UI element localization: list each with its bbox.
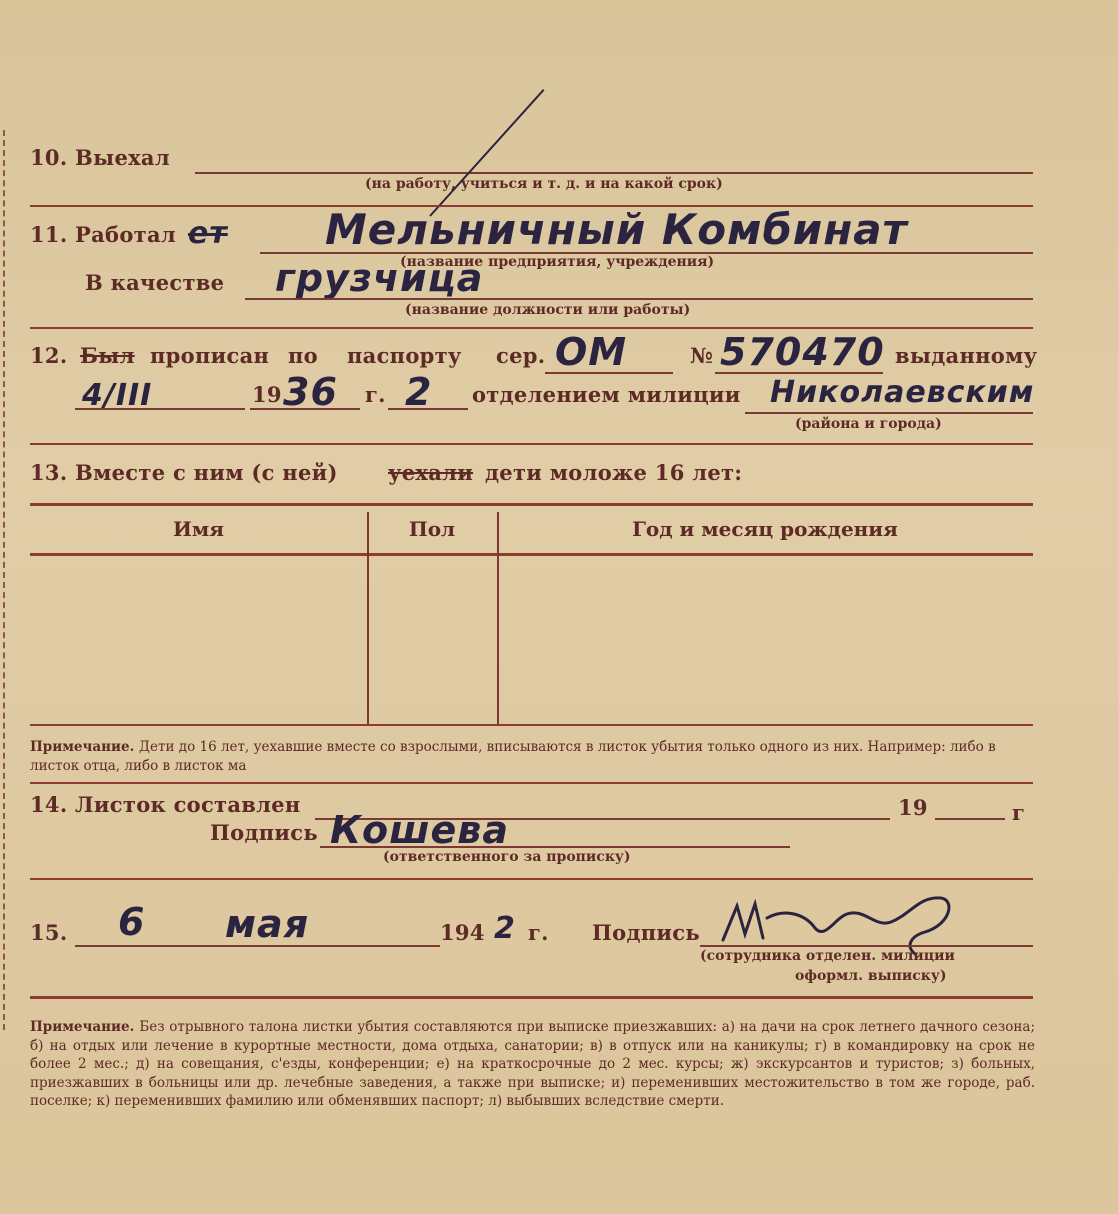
s12-dept-label: отделением милиции bbox=[472, 382, 741, 407]
s12-year-suffix: г. bbox=[365, 382, 386, 407]
s14-year-prefix: 19 bbox=[898, 795, 928, 820]
s15-year-suffix: г. bbox=[528, 920, 549, 945]
note1-divider bbox=[30, 782, 1033, 784]
s12-struck: Был bbox=[80, 343, 135, 368]
children-table-top bbox=[30, 503, 1033, 506]
s14-divider bbox=[30, 878, 1033, 880]
s12-text1: прописан bbox=[150, 343, 270, 368]
s15-month-hw: мая bbox=[225, 902, 310, 946]
s12-text3: паспорту bbox=[347, 343, 462, 368]
s15-divider bbox=[30, 996, 1033, 999]
s10-caption: (на работу, учиться и т. д. и на какой срок) bbox=[365, 176, 723, 192]
s12-date-line bbox=[75, 408, 245, 410]
s10-cross-stroke bbox=[429, 89, 544, 217]
s11-role-label: В качестве bbox=[85, 270, 225, 295]
s12-dept-hw: 2 bbox=[405, 370, 433, 414]
col-header-name: Имя bbox=[172, 517, 225, 541]
col-header-sex: Пол bbox=[408, 517, 456, 541]
col-header-birth: Год и месяц рождения bbox=[632, 517, 898, 541]
note1 bbox=[30, 738, 1030, 776]
s11-line2 bbox=[245, 298, 1033, 300]
s11-role: грузчица bbox=[275, 256, 484, 300]
s14-sign-label: Подпись bbox=[210, 820, 318, 845]
s12-number-line bbox=[715, 372, 883, 374]
s15-caption1: (сотрудника отделен. милиции bbox=[700, 948, 955, 964]
s15-sign-line bbox=[700, 945, 1033, 947]
note2-head: Примечание. bbox=[30, 1019, 135, 1035]
s11-label: 11. Работал bbox=[30, 222, 176, 247]
s14-sign-line bbox=[320, 846, 790, 848]
s12-year-line bbox=[250, 408, 360, 410]
note2-text: Без отрывного талона листки убытия составляются при выписке приезжавших: а) на дачи на срок летнего дачного сезона; б) на отдых или лечение в курортные местности, дома отдыха, санатории; в) в отпуск или на каникулы; г) в командировку на срок не более 2 мес.; д) на совещания, с'езды, конференции; е) на краткосрочные до 2 мес. курсы; ж) экскурсантов и туристов; з) больных, приезжавших в больницы или др. лечебные заведения, а также при выписке; и) переменивших местожительство в том же городе, раб. поселке; к) переменивших фамилию или обменявших паспорт; л) выбывших вследствие смерти. bbox=[30, 1019, 1035, 1110]
children-table-col1-divider bbox=[367, 512, 369, 724]
s14-signature: Кошева bbox=[330, 808, 509, 852]
s12-district-hw: Николаевским bbox=[770, 375, 1035, 410]
s15-caption2: оформл. выписку) bbox=[795, 968, 947, 984]
s12-divider bbox=[30, 443, 1033, 445]
s12-series-line bbox=[545, 372, 673, 374]
s12-text2: по bbox=[288, 343, 318, 368]
s13-label-a: 13. Вместе с ним (с ней) bbox=[30, 460, 338, 485]
perforation-line bbox=[3, 130, 5, 1030]
s11-struck: ет bbox=[188, 216, 228, 251]
note1-head: Примечание. bbox=[30, 739, 135, 755]
s10-label: 10. Выехал bbox=[30, 145, 170, 170]
s12-caption: (района и города) bbox=[795, 416, 942, 432]
s15-day-hw: 6 bbox=[118, 900, 146, 944]
s11-workplace: Мельничный Комбинат bbox=[325, 205, 908, 254]
s15-year-prefix: 194 bbox=[440, 920, 485, 945]
s15-date-line bbox=[75, 945, 440, 947]
s12-year-prefix: 19 bbox=[252, 382, 282, 407]
s12-district-line bbox=[745, 412, 1033, 414]
s13-label-b: дети моложе 16 лет: bbox=[485, 460, 743, 485]
s12-no-label: № bbox=[690, 343, 714, 368]
children-table-header-bottom bbox=[30, 553, 1033, 556]
s15-num: 15. bbox=[30, 920, 68, 945]
note1-text: Дети до 16 лет, уехавшие вместе со взрослыми, вписываются в листок убытия только одного из них. Например: либо в листок отца, либо в листок ма bbox=[30, 739, 996, 774]
s10-line bbox=[195, 172, 1033, 174]
s11-caption1: (название предприятия, учреждения) bbox=[400, 254, 715, 270]
s12-series-label: сер. bbox=[496, 343, 546, 368]
s12-series: ОМ bbox=[555, 330, 628, 374]
children-table-col2-divider bbox=[497, 512, 499, 724]
s12-issued-label: выданному bbox=[895, 343, 1038, 368]
s14-year-suffix: г bbox=[1012, 800, 1026, 825]
s12-date-hw: 4/III bbox=[82, 378, 153, 413]
s14-label: 14. Листок составлен bbox=[30, 792, 301, 817]
s11-caption2: (название должности или работы) bbox=[405, 302, 691, 318]
s14-year-line bbox=[935, 818, 1005, 820]
s11-divider bbox=[30, 327, 1033, 329]
note2 bbox=[30, 1018, 1035, 1188]
s12-num: 12. bbox=[30, 343, 68, 368]
s15-year-hw: 2 bbox=[494, 911, 516, 946]
s15-sign-label: Подпись bbox=[592, 920, 700, 945]
s12-dept-line bbox=[388, 408, 468, 410]
s12-year-hw: 36 bbox=[283, 370, 338, 414]
children-table-bottom bbox=[30, 724, 1033, 726]
s14-caption: (ответственного за прописку) bbox=[383, 849, 631, 865]
s12-number: 570470 bbox=[720, 330, 885, 374]
s13-struck: уехали bbox=[388, 460, 474, 485]
